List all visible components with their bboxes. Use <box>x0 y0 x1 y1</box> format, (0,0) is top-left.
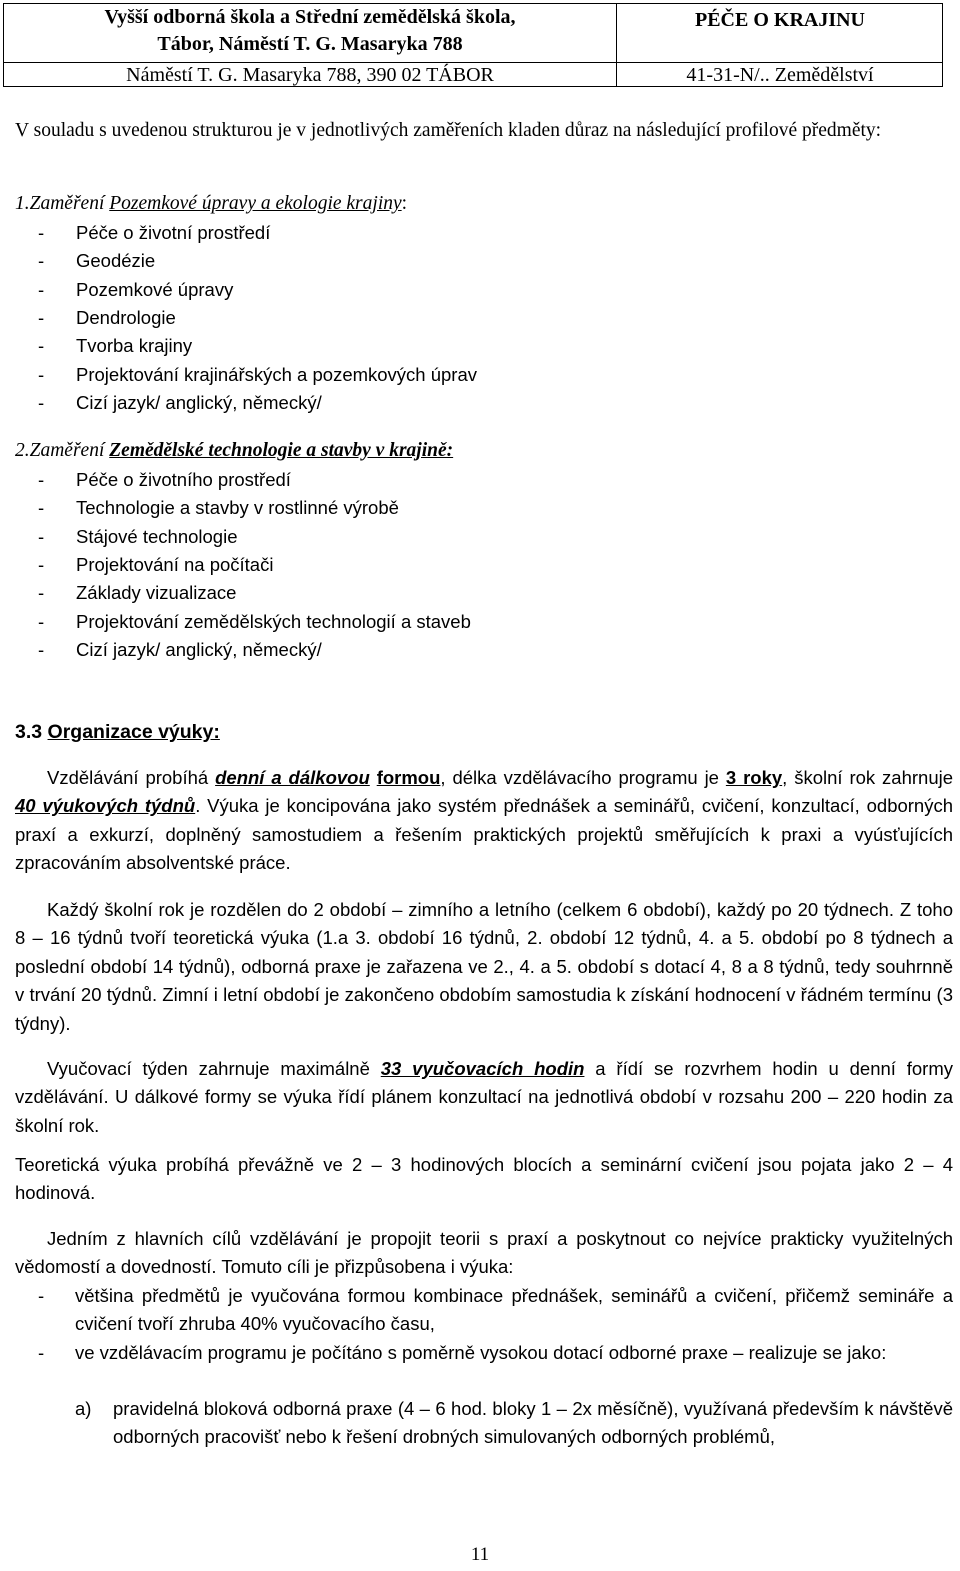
list-item-text: Péče o životní prostředí <box>76 222 271 243</box>
list-item-text: Projektování zemědělských technologií a staveb <box>76 610 471 632</box>
list-dash: - <box>38 278 45 300</box>
intro-paragraph: V souladu s uvedenou strukturou je v jednotlivých zaměřeních kladen důraz na následující profilové předměty: <box>15 120 882 141</box>
focus1-title: Pozemkové úpravy a ekologie krajiny <box>109 193 402 214</box>
p3-text-c: a řídí se rozvrhem hodin u denní formy vzdělávání. U dálkové formy se výuka řídí plánem konzultací na jednotlivá období v rozsahu 200 – 220 hodin za školní rok. <box>15 1058 954 1136</box>
section-number: 3.3 <box>15 721 43 743</box>
list-dash: - <box>38 525 45 547</box>
focus1-suffix: : <box>401 193 408 214</box>
subitem-marker: a) <box>75 1398 92 1419</box>
paragraph-goals: Jedním z hlavních cílů vzdělávání je propojit teorii s praxí a poskytnout co nejvíce prakticky využitelných vědomostí a dovedností. Tomuto cíli je přizpůsobena i výuka: <box>15 1228 953 1278</box>
p1-text-a: Vzdělávání probíhá <box>47 767 216 788</box>
p1-formou: formou <box>376 767 441 788</box>
list-dash: - <box>38 610 45 632</box>
paragraph-form-of-study <box>15 764 953 878</box>
section-heading <box>15 718 953 746</box>
list-item-text: Stájové technologie <box>76 525 238 547</box>
bullet-text: ve vzdělávacím programu je počítáno s poměrně vysokou dotací odborné praxe – realizuje se jako: <box>75 1342 887 1363</box>
list-item-text: Projektování na počítači <box>76 553 274 575</box>
bullet-dash: - <box>38 1342 45 1363</box>
list-dash: - <box>38 638 45 660</box>
list-dash: - <box>38 497 45 519</box>
school-name-line2: Tábor, Náměstí T. G. Masaryka 788 <box>157 33 463 55</box>
focus1-heading <box>15 190 953 218</box>
list-item-text: Pozemkové úpravy <box>76 278 234 300</box>
paragraph-theory: Teoretická výuka probíhá převážně ve 2 – 3 hodinových blocích a seminární cvičení jsou pojata jako 2 – 4 hodinová. <box>15 1154 953 1204</box>
practice-subitem-a <box>15 1395 953 1452</box>
list-item-text: Tvorba krajiny <box>76 335 193 357</box>
list-dash: - <box>38 250 45 272</box>
list-dash: - <box>38 306 45 328</box>
list-item-text: Péče o životního prostředí <box>76 469 291 490</box>
paragraph-teaching-week <box>15 1055 953 1140</box>
list-item-text: Technologie a stavby v rostlinné výrobě <box>76 497 399 519</box>
page-header <box>3 3 943 87</box>
p1-form: denní a dálkovou <box>215 767 370 788</box>
goals-bullet-1 <box>15 1282 953 1339</box>
list-item-text: Projektování krajinářských a pozemkových úprav <box>76 363 478 385</box>
list-item-text: Základy vizualizace <box>76 582 237 604</box>
p3-text-a: Vyučovací týden zahrnuje maximálně <box>47 1058 381 1079</box>
p1-text-d: , délka vzdělávacího programu je <box>440 767 726 788</box>
p1-text-h: . Výuka je koncipována jako systém přednášek a seminářů, cvičení, konzultací, odborných praxí a exkurzí, doplněný samostudiem a řešením praktických projektů směřujících k praxi a vyúsťujících zpracováním absolventské práce. <box>15 795 954 874</box>
list-dash: - <box>38 582 45 604</box>
list-dash: - <box>38 391 45 413</box>
list-item-text: Dendrologie <box>76 306 176 328</box>
list-dash: - <box>38 222 45 243</box>
p1-weeks: 40 výukových týdnů <box>15 795 196 817</box>
list-dash: - <box>38 335 45 357</box>
goals-bullet-2 <box>15 1339 953 1367</box>
school-address: Náměstí T. G. Masaryka 788, 390 02 TÁBOR <box>126 64 494 86</box>
school-name-line1: Vyšší odborná škola a Střední zemědělská škola, <box>104 6 516 28</box>
section-title: Organizace výuky: <box>47 721 220 743</box>
list-item-text: Cizí jazyk/ anglický, německý/ <box>76 391 322 413</box>
list-dash: - <box>38 469 45 490</box>
focus1-prefix: 1.Zaměření <box>15 193 110 214</box>
page-number: 11 <box>470 1544 490 1565</box>
school-name <box>4 4 616 58</box>
subject-title: PÉČE O KRAJINU <box>694 9 865 31</box>
list-dash: - <box>38 363 45 385</box>
focus2-heading <box>15 437 953 465</box>
focus2-title: Zemědělské technologie a stavby v krajině: <box>109 440 454 461</box>
subject-code: 41-31-N/.. Zemědělství <box>686 64 874 86</box>
list-dash: - <box>38 553 45 575</box>
p1-duration: 3 roky <box>725 767 783 788</box>
paragraph-periods: Každý školní rok je rozdělen do 2 období – zimního a letního (celkem 6 období), každý po 20 týdnech. Z toho 8 – 16 týdnů tvoří teoretická výuka (1.a 3. období 16 týdnů, 2. období 12 týdnů, 4. a 5. období po 8 týdnech a poslední období 14 týdnů), odborná praxe je zařazena ve 2., 4. a 5. období s dotací 4, 8 a 8 týdnů, tedy souhrnně v trvání 20 týdnů. Zimní i letní období je zakončeno obdobím samostudia k získání hodnocení v řádném termínu (3 týdny). <box>15 899 953 1034</box>
p3-hours: 33 vyučovacích hodin <box>380 1058 585 1079</box>
focus2-prefix: 2.Zaměření <box>15 440 110 461</box>
bullet-dash: - <box>38 1285 45 1306</box>
p1-text-f: , školní rok zahrnuje <box>782 767 954 788</box>
bullet-text: většina předmětů je vyučována formou kombinace přednášek, seminářů a cvičení, přičemž semináře a cvičení tvoří zhruba 40% vyučovacího času, <box>75 1285 953 1335</box>
list-item-text: Cizí jazyk/ anglický, německý/ <box>76 638 322 660</box>
list-item-text: Geodézie <box>76 250 156 272</box>
subitem-text: pravidelná bloková odborná praxe (4 – 6 hod. bloky 1 – 2x měsíčně), využívaná především k návštěvě odborných pracovišť nebo k řešení drobných simulovaných odborných problémů, <box>113 1398 953 1448</box>
